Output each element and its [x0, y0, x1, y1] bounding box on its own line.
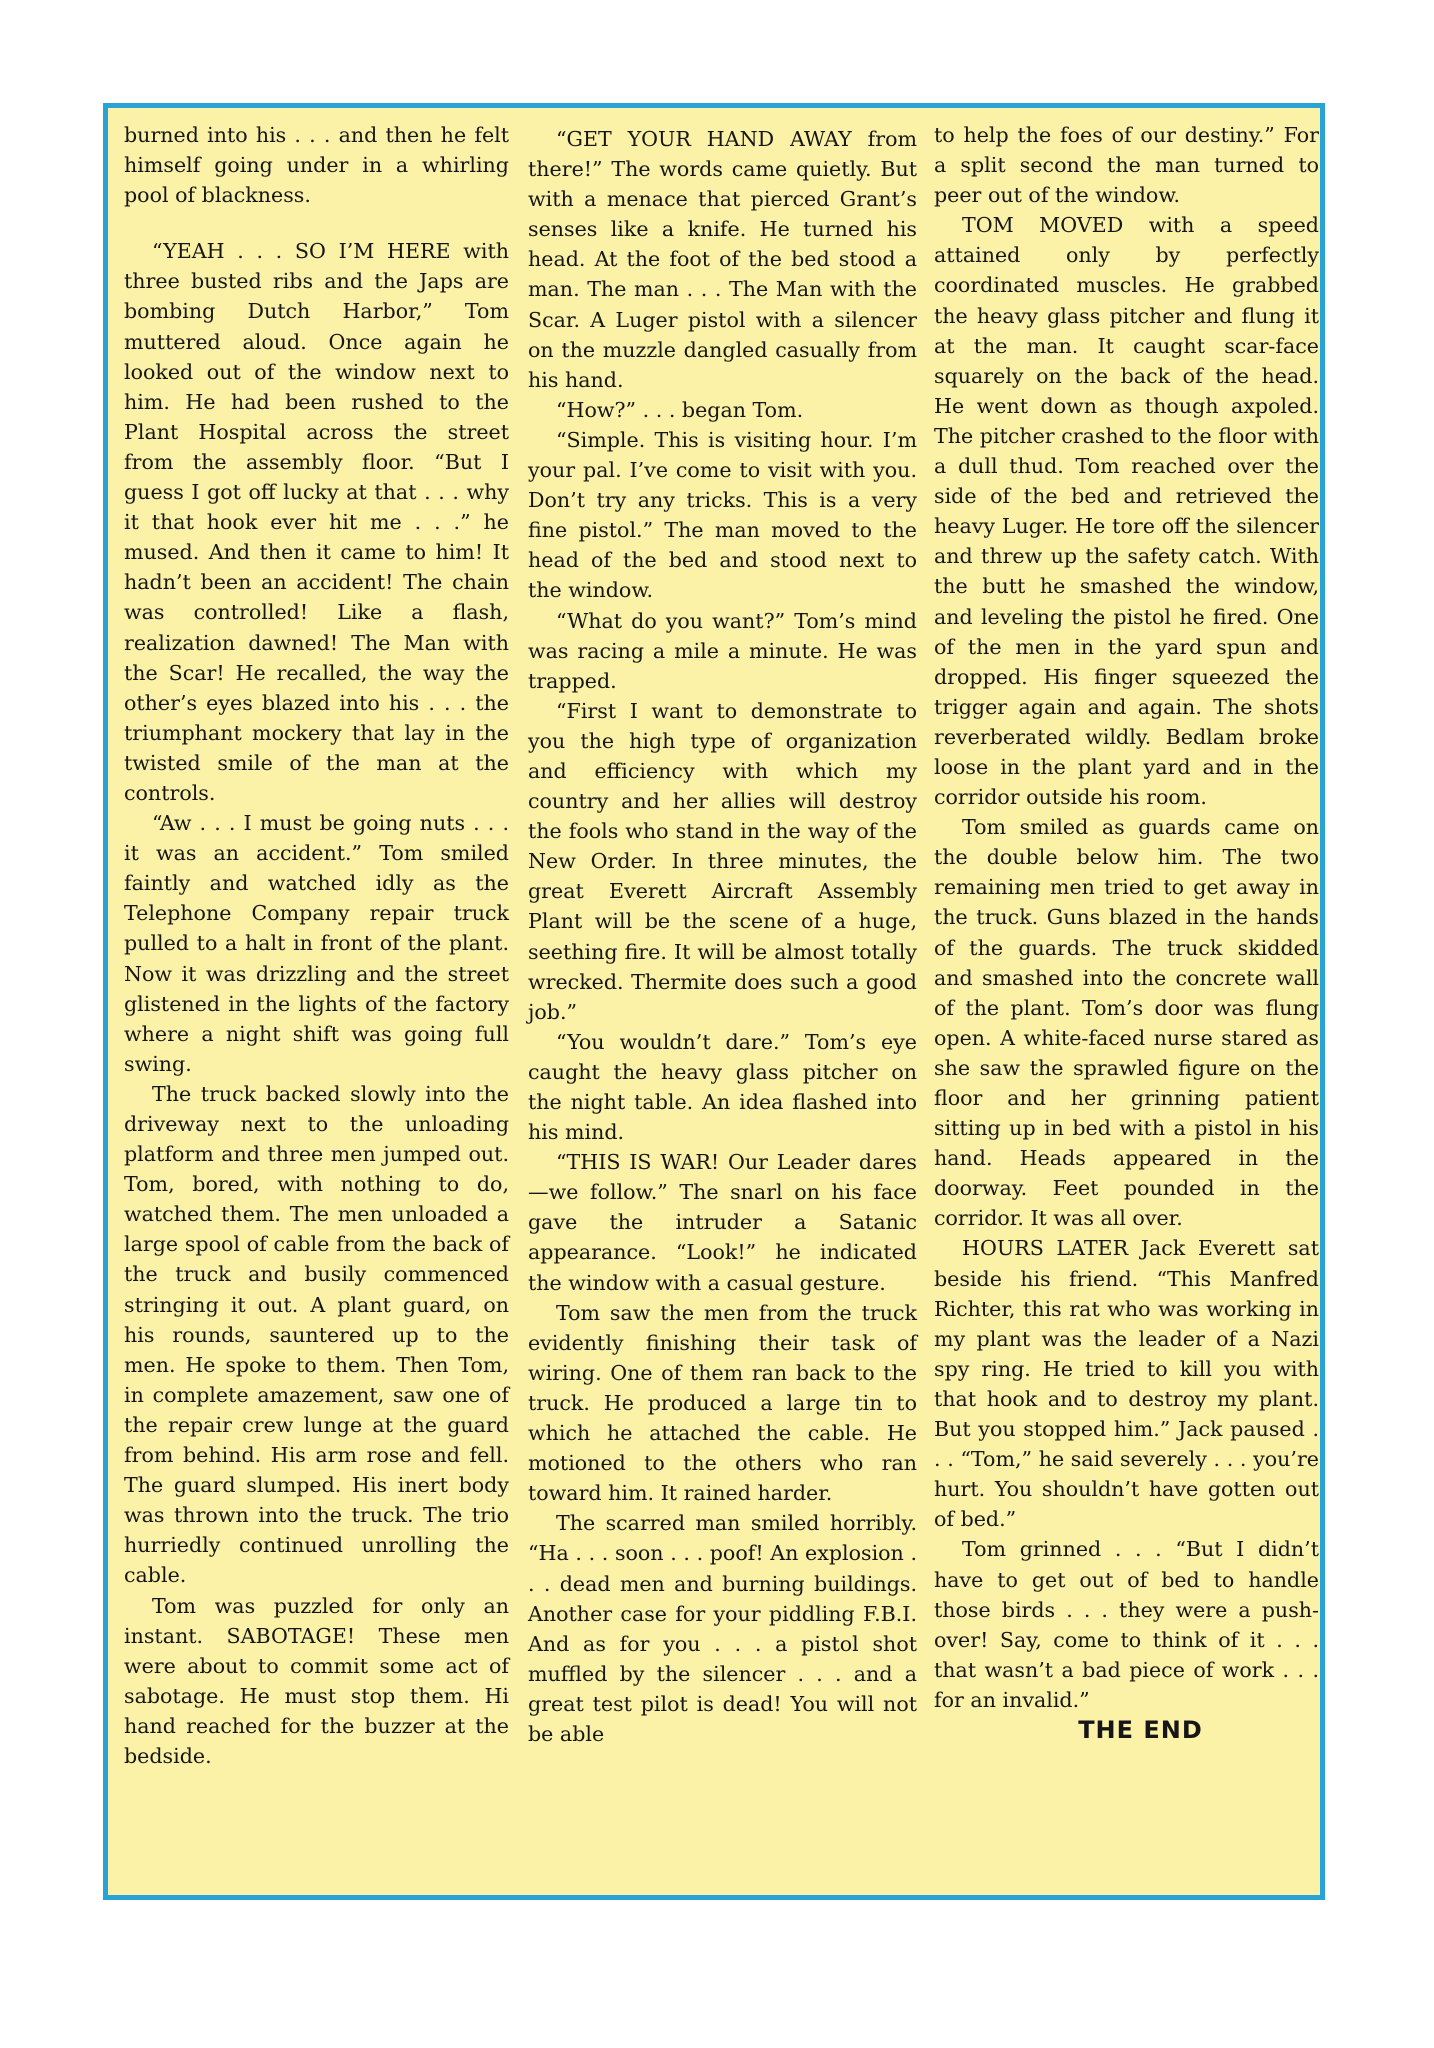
paragraph: The scarred man smiled horribly. “Ha . . . soon . . . poof! An explosion . . . dead men and burning buildings. Another case for your piddling F.B.I. And as for you . . . a pistol shot muffled by the silencer . . . and a great test pilot is dead! You will not be able — [528, 1511, 917, 1746]
text-column-1 — [124, 120, 509, 1771]
paragraph: “You wouldn’t dare.” Tom’s eye caught the heavy glass pitcher on the night table. An idea flashed into his mind. — [528, 1029, 917, 1145]
paragraph: Tom grinned . . . “But I didn’t have to get out of bed to handle those birds . . . they were a push-over! Say, come to think of it . . . that wasn’t a bad piece of work . . . for an invalid.” — [934, 1537, 1319, 1712]
paragraph: “Aw . . . I must be going nuts . . . it was an accident.” Tom smiled faintly and watched idly as the Telephone Company repair truck pulled to a halt in front of the plant. Now it was drizzling and the street glistened in the lights of the factory where a night shift was going full swing. — [124, 811, 509, 1076]
paragraph: Tom smiled as guards came on the double below him. The two remaining men tried to get away in the truck. Guns blazed in the hands of the guards. The truck skidded and smashed into the concrete wall of the plant. Tom’s door was flung open. A white-faced nurse stared as she saw the sprawled figure on the floor and her grinning patient sitting up in bed with a pistol in his hand. Heads appeared in the doorway. Feet pounded in the corridor. It was all over. — [934, 815, 1319, 1231]
paragraph: to help the foes of our destiny.” For a split second the man turned to peer out of the window. — [934, 123, 1319, 208]
paragraph: Tom was puzzled for only an instant. SABOTAGE! These men were about to commit some act of sabotage. He must stop them. Hi hand reached for the buzzer at the bedside. — [124, 1593, 509, 1768]
paragraph: TOM MOVED with a speed attained only by perfectly coordinated muscles. He grabbed the heavy glass pitcher and flung it at the man. It caught scar-face squarely on the back of the head. He went down as though axpoled. The pitcher crashed to the floor with a dull thud. Tom reached over the side of the bed and retrieved the heavy Luger. He tore off the silencer and threw up the safety catch. With the butt he smashed the window, and leveling the pistol he fired. One of the men in the yard spun and dropped. His finger squeezed the trigger again and again. The shots reverberated wildly. Bedlam broke loose in the plant yard and in the corridor outside his room. — [934, 213, 1319, 810]
paragraph: “Simple. This is visiting hour. I’m your pal. I’ve come to visit with you. Don’t try any tricks. This is a very fine pistol.” The man moved to the head of the bed and stood next to the window. — [528, 427, 917, 603]
paragraph: The truck backed slowly into the driveway next to the unloading platform and three men jumped out. Tom, bored, with nothing to do, watched them. The men unloaded a large spool of cable from the back of the truck and busily commenced stringing it out. A plant guard, on his rounds, sauntered up to the men. He spoke to them. Then Tom, in complete amazement, saw one of the repair crew lunge at the guard from behind. His arm rose and fell. The guard slumped. His inert body was thrown into the truck. The trio hurriedly continued unrolling the cable. — [124, 1081, 509, 1588]
text-column-2 — [528, 124, 917, 1749]
paragraph: “What do you want?” Tom’s mind was racing a mile a minute. He was trapped. — [528, 608, 917, 693]
comic-text-page — [103, 103, 1325, 1900]
paragraph: “YEAH . . . SO I’M HERE with three busted ribs and the Japs are bombing Dutch Harbor,” Tom muttered aloud. Once again he looked out of the window next to him. He had been rushed to the Plant Hospital across the street from the assembly floor. “But I guess I got off lucky at that . . . why it that hook ever hit me . . .” he mused. And then it came to him! It hadn’t been an accident! The chain was controlled! Like a flash, realization dawned! The Man with the Scar! He recalled, the way the other’s eyes blazed into his . . . the triumphant mockery that lay in the twisted smile of the man at the controls. — [124, 239, 509, 805]
paragraph: burned into his . . . and then he felt himself going under in a whirling pool of blackness. — [124, 123, 509, 208]
text-column-3 — [934, 120, 1319, 1745]
paragraph: “How?” . . . began Tom. — [556, 397, 804, 422]
paragraph: “THIS IS WAR! Our Leader dares—we follow.” The snarl on his face gave the intruder a Satanic appearance. “Look!” he indicated the window with a casual gesture. — [528, 1150, 917, 1295]
the-end-label: THE END — [1078, 1715, 1203, 1744]
paragraph: Tom saw the men from the truck evidently finishing their task of wiring. One of them ran back to the truck. He produced a large tin to which he attached the cable. He motioned to the others who ran toward him. It rained harder. — [528, 1300, 917, 1506]
paragraph: HOURS LATER Jack Everett sat beside his friend. “This Manfred Richter, this rat who was working in my plant was the leader of a Nazi spy ring. He tried to kill you with that hook and to destroy my plant. But you stopped him.” Jack paused . . . “Tom,” he said severely . . . you’re hurt. You shouldn’t have gotten out of bed.” — [934, 1236, 1319, 1532]
paragraph: “First I want to demonstrate to you the high type of organization and efficiency with which my country and her allies will destroy the fools who stand in the way of the New Order. In three minutes, the great Everett Aircraft Assembly Plant will be the scene of a huge, seething fire. It will be almost totally wrecked. Thermite does such a good job.” — [528, 698, 917, 1024]
paragraph: “GET YOUR HAND AWAY from there!” The words came quietly. But with a menace that pierced Grant’s senses like a knife. He turned his head. At the foot of the bed stood a man. The man . . . The Man with the Scar. A Luger pistol with a silencer on the muzzle dangled casually from his hand. — [528, 127, 917, 392]
